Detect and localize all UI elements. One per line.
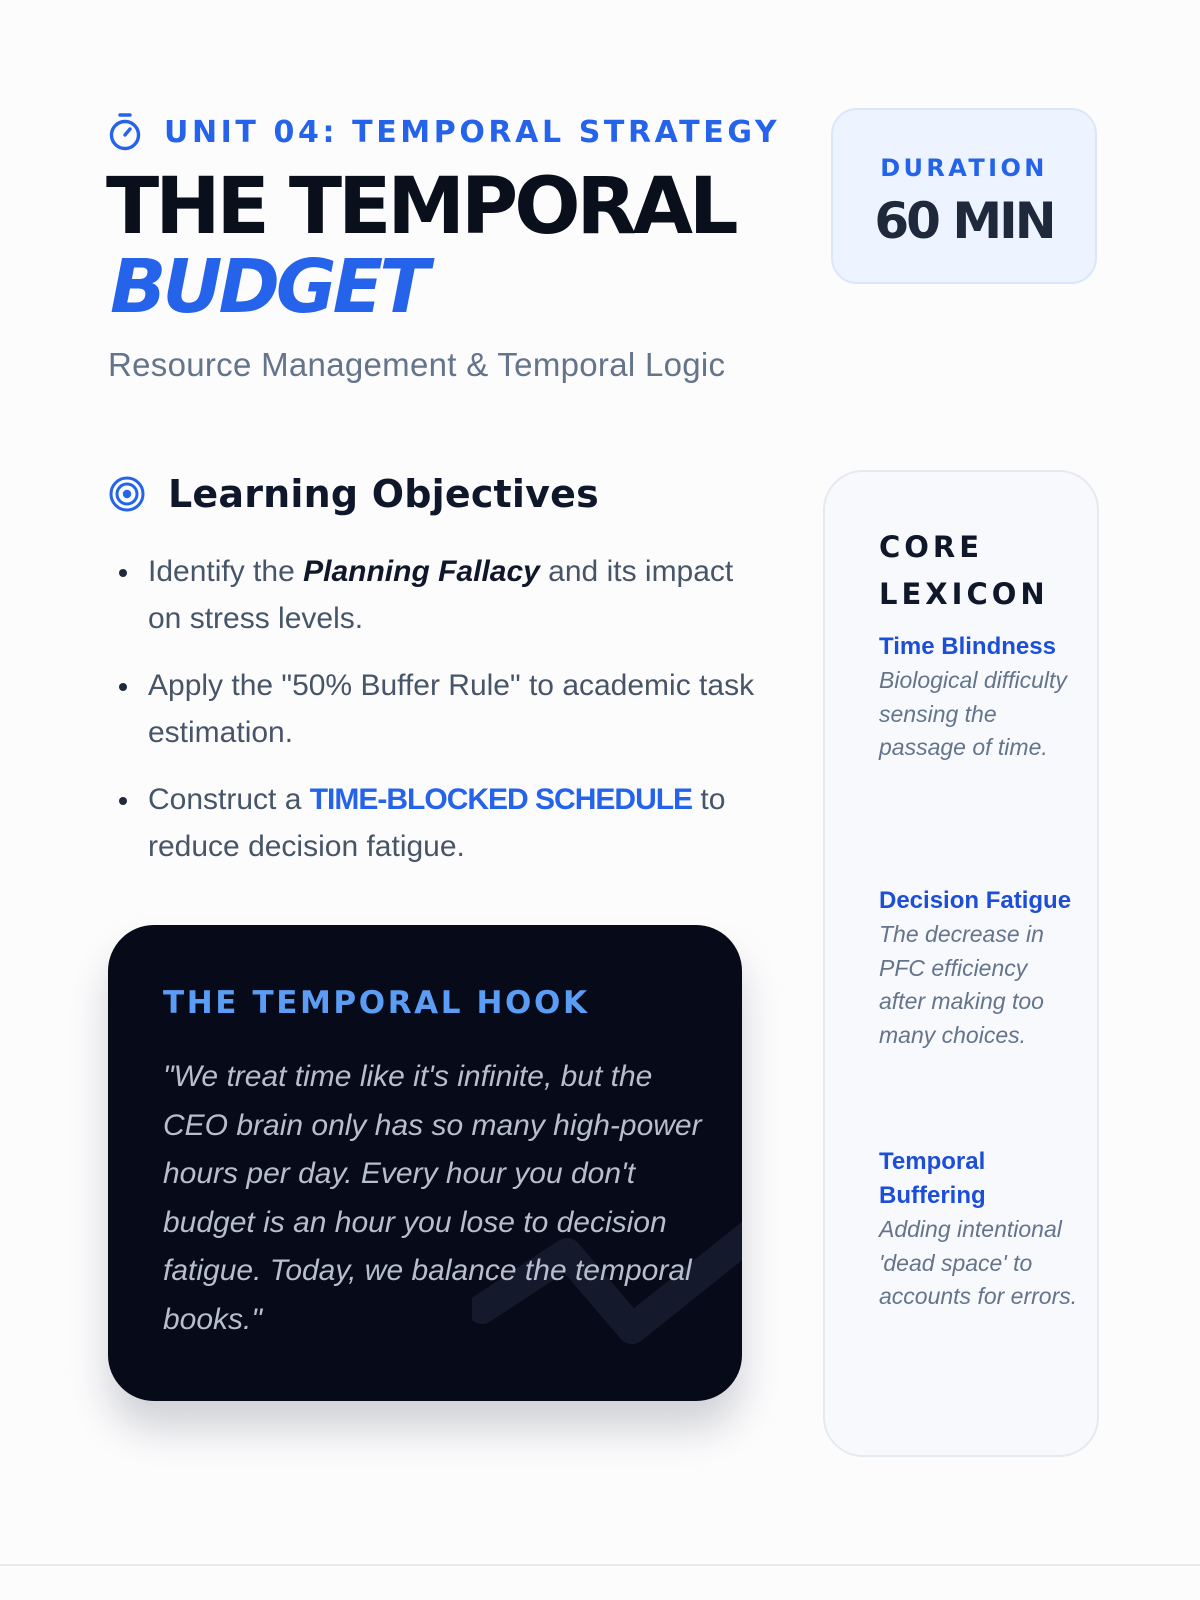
lexicon-term bbox=[879, 630, 1079, 765]
objective-highlight: TIME-BLOCKED SCHEDULE bbox=[309, 783, 693, 816]
objective-item bbox=[116, 662, 756, 756]
term-definition: The decrease in PFC efficiency after making too many choices. bbox=[879, 921, 1044, 1048]
objectives-title: Learning Objectives bbox=[168, 472, 599, 516]
objective-text: Construct a bbox=[148, 783, 310, 816]
hook-title: THE TEMPORAL HOOK bbox=[163, 985, 590, 1021]
lexicon-term bbox=[879, 884, 1079, 1052]
duration-value: 60 MIN bbox=[874, 192, 1054, 250]
page-title-accent: BUDGET bbox=[110, 244, 426, 330]
objective-text: to reduce decision fatigue. bbox=[148, 783, 726, 863]
objective-text: and its impact on stress levels. bbox=[148, 555, 734, 635]
term-name: Temporal Buffering bbox=[879, 1148, 986, 1209]
lexicon-title: CORE LEXICON bbox=[879, 530, 1049, 611]
page-subtitle: Resource Management & Temporal Logic bbox=[108, 346, 726, 383]
stopwatch-icon bbox=[108, 112, 142, 152]
term-name: Decision Fatigue bbox=[879, 887, 1072, 914]
objective-emphasis: Planning Fallacy bbox=[303, 555, 540, 588]
hook-card bbox=[108, 925, 742, 1401]
page-title: THE TEMPORAL bbox=[106, 162, 735, 252]
term-name: Time Blindness bbox=[879, 633, 1056, 660]
duration-label: DURATION bbox=[880, 154, 1048, 182]
lexicon-term bbox=[879, 1145, 1079, 1314]
unit-header bbox=[108, 112, 780, 152]
objective-text: Identify the bbox=[148, 555, 304, 588]
objective-text: Apply the "50% Buffer Rule" to academic task estimation. bbox=[148, 669, 755, 749]
target-icon bbox=[108, 475, 146, 513]
objectives-list bbox=[116, 548, 756, 890]
hook-quote: "We treat time like it's infinite, but the CEO brain only has so many high-power hours per day. Every hour you don't budget is an hour you lose to decision fatigue. Today, we balance the temporal books." bbox=[163, 1060, 702, 1336]
lexicon-card bbox=[823, 470, 1099, 1457]
objective-item bbox=[116, 548, 756, 642]
objectives-header bbox=[108, 472, 599, 516]
unit-label: UNIT 04: TEMPORAL STRATEGY bbox=[164, 114, 781, 150]
objective-item bbox=[116, 776, 756, 870]
bottom-divider bbox=[0, 1564, 1200, 1566]
term-definition: Biological difficulty sensing the passage of time. bbox=[879, 667, 1067, 760]
duration-card bbox=[831, 108, 1097, 284]
term-definition: Adding intentional 'dead space' to accounts for errors. bbox=[879, 1216, 1078, 1309]
